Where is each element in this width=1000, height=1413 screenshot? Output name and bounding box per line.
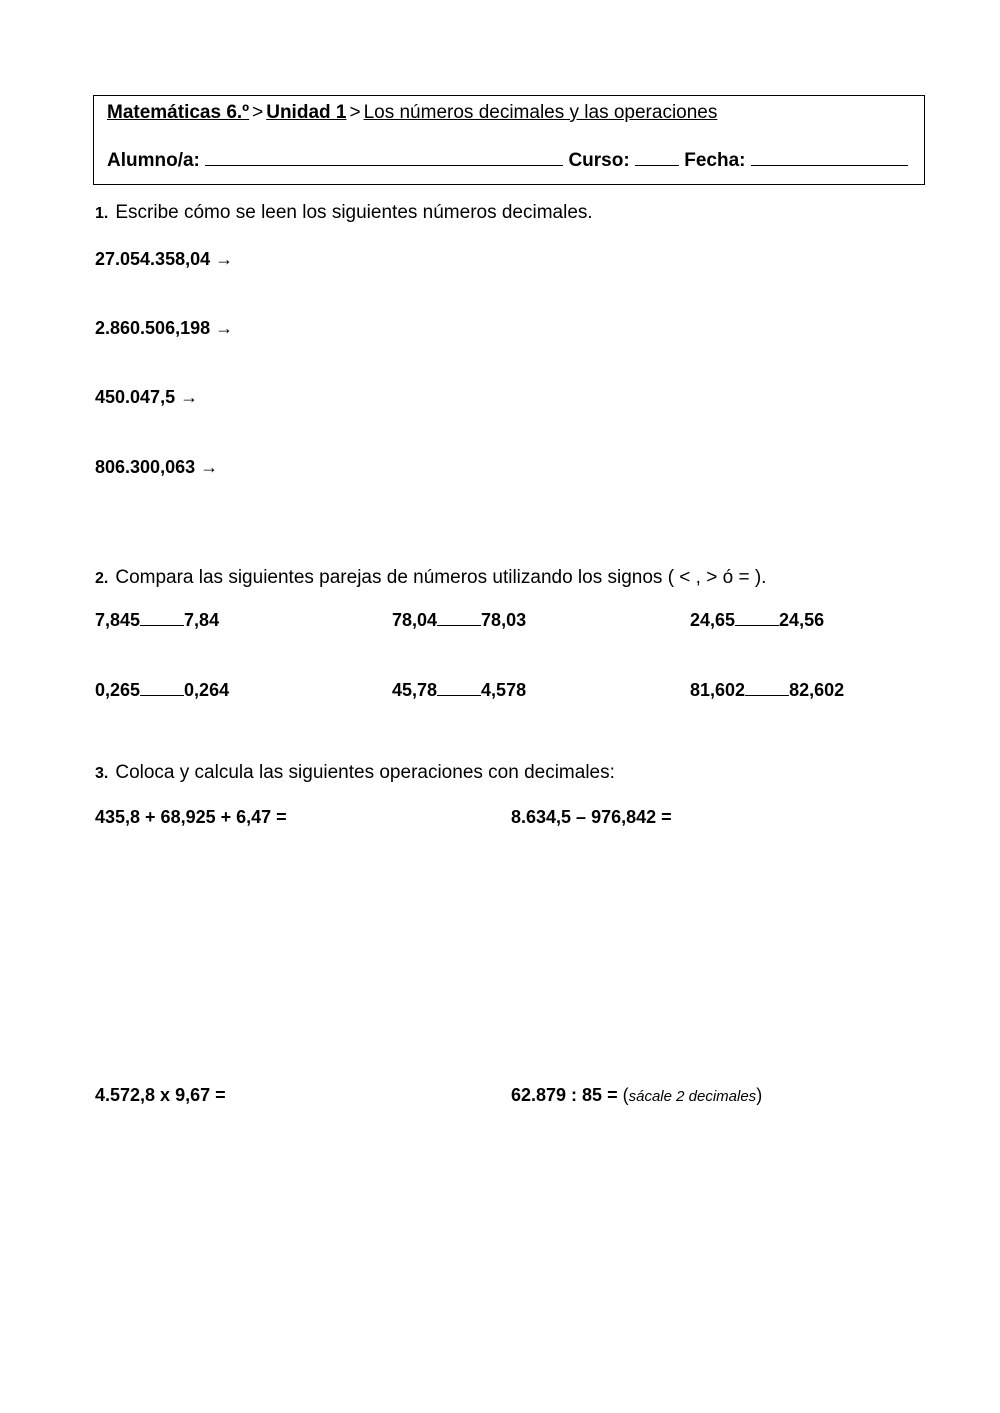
breadcrumb-separator: > bbox=[252, 102, 264, 123]
pair-left-value: 81,602 bbox=[690, 680, 746, 700]
q1-number-value: 27.054.358,04 bbox=[95, 249, 211, 269]
arrow-right-icon: → bbox=[215, 318, 234, 338]
question-3-title bbox=[95, 762, 615, 785]
breadcrumb-separator: > bbox=[349, 102, 361, 123]
arrow-right-icon: → bbox=[200, 457, 219, 477]
pair-left-value: 78,04 bbox=[392, 610, 438, 630]
division-expression: 62.879 : 85 = bbox=[511, 1085, 618, 1105]
comparison-blank[interactable] bbox=[735, 610, 779, 626]
operation-multiplication: 4.572,8 x 9,67 = bbox=[95, 1085, 226, 1105]
student-fields bbox=[107, 149, 908, 172]
pair-left-value: 7,845 bbox=[95, 610, 141, 630]
comparison-pair bbox=[690, 609, 824, 631]
comparison-pair bbox=[392, 609, 526, 631]
question-2-title bbox=[95, 567, 766, 590]
comparison-pair bbox=[392, 679, 526, 701]
question-2-number: 2. bbox=[95, 570, 109, 587]
operation-addition: 435,8 + 68,925 + 6,47 = bbox=[95, 807, 287, 827]
comparison-blank[interactable] bbox=[437, 610, 481, 626]
pair-right-value: 0,264 bbox=[184, 680, 230, 700]
arrow-right-icon: → bbox=[215, 249, 234, 269]
course-field[interactable] bbox=[635, 149, 679, 166]
comparison-pair bbox=[690, 679, 844, 701]
q1-item bbox=[95, 456, 218, 478]
question-1-prompt: Escribe cómo se leen los siguientes números decimales. bbox=[115, 202, 593, 223]
student-label: Alumno/a: bbox=[107, 150, 200, 171]
pair-left-value: 0,265 bbox=[95, 680, 141, 700]
question-2-prompt: Compara las siguientes parejas de números utilizando los signos ( < , > ó = ). bbox=[115, 567, 767, 588]
breadcrumb-topic: Los números decimales y las operaciones bbox=[363, 102, 718, 123]
q1-number-value: 450.047,5 bbox=[95, 387, 176, 407]
comparison-pair bbox=[95, 679, 229, 701]
division-note-open: ( bbox=[622, 1085, 629, 1105]
q1-item bbox=[95, 248, 233, 270]
question-3-prompt: Coloca y calcula las siguientes operaciones con decimales: bbox=[115, 762, 615, 783]
student-name-field[interactable] bbox=[205, 149, 563, 166]
q1-number-value: 806.300,063 bbox=[95, 457, 196, 477]
division-note: sácale 2 decimales bbox=[628, 1088, 757, 1105]
pair-right-value: 82,602 bbox=[789, 680, 845, 700]
comparison-pair bbox=[95, 609, 219, 631]
breadcrumb-subject: Matemáticas 6.º bbox=[107, 102, 250, 123]
q1-item bbox=[95, 386, 198, 408]
arrow-right-icon: → bbox=[180, 387, 199, 407]
question-3-number: 3. bbox=[95, 765, 109, 782]
operation-division bbox=[511, 1084, 762, 1108]
q1-number-value: 2.860.506,198 bbox=[95, 318, 211, 338]
pair-right-value: 78,03 bbox=[481, 610, 527, 630]
operation-subtraction: 8.634,5 – 976,842 = bbox=[511, 807, 672, 827]
comparison-blank[interactable] bbox=[140, 610, 184, 626]
comparison-blank[interactable] bbox=[437, 680, 481, 696]
question-1-title bbox=[95, 202, 593, 225]
comparison-blank[interactable] bbox=[140, 680, 184, 696]
comparison-blank[interactable] bbox=[745, 680, 789, 696]
q1-item bbox=[95, 317, 233, 339]
date-field[interactable] bbox=[751, 149, 908, 166]
date-label: Fecha: bbox=[684, 150, 746, 171]
pair-right-value: 4,578 bbox=[481, 680, 527, 700]
breadcrumb-unit: Unidad 1 bbox=[266, 102, 347, 123]
pair-right-value: 24,56 bbox=[779, 610, 825, 630]
question-1-number: 1. bbox=[95, 205, 109, 222]
breadcrumb bbox=[107, 102, 717, 124]
pair-left-value: 24,65 bbox=[690, 610, 736, 630]
division-note-close: ) bbox=[756, 1085, 763, 1105]
pair-left-value: 45,78 bbox=[392, 680, 438, 700]
course-label: Curso: bbox=[568, 150, 630, 171]
pair-right-value: 7,84 bbox=[184, 610, 220, 630]
